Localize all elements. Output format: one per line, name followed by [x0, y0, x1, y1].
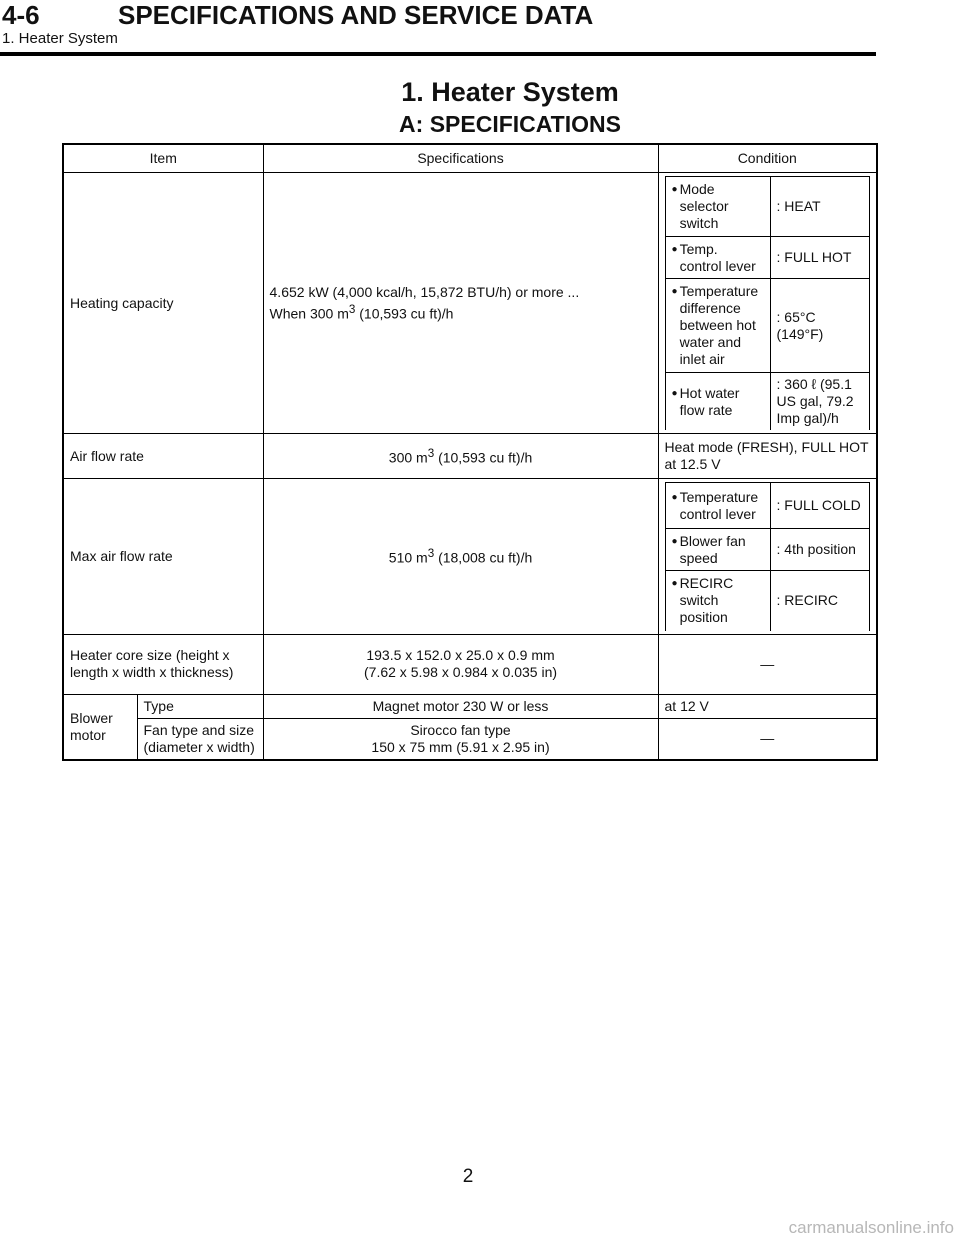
header-item: Item	[63, 144, 263, 173]
specifications-table	[62, 143, 878, 761]
condition-fan-type: —	[658, 718, 877, 760]
spec-fan-type	[263, 718, 658, 760]
condition-heater-core-size: —	[658, 634, 877, 694]
condition-label: Temperature control lever	[679, 488, 759, 522]
condition-label: Mode selector switch	[679, 181, 729, 231]
bullet-icon: ●	[671, 491, 678, 503]
item-air-flow-rate: Air flow rate	[63, 434, 263, 479]
condition-value: : HEAT	[770, 177, 870, 237]
header-rule	[0, 52, 876, 56]
spec-fan-line1: Sirocco fan type	[410, 721, 511, 738]
table-row-heater-core-size	[63, 634, 877, 694]
table-row-fan-type	[63, 718, 877, 760]
condition-row	[665, 279, 870, 373]
condition-blower-type: at 12 V	[658, 694, 877, 718]
condition-row	[665, 483, 870, 529]
header-specifications: Specifications	[263, 144, 658, 173]
condition-row	[665, 373, 870, 431]
header-title: SPECIFICATIONS AND SERVICE DATA	[118, 0, 594, 30]
spec-blower-type: Magnet motor 230 W or less	[263, 694, 658, 718]
bullet-icon: ●	[671, 286, 678, 297]
condition-row	[665, 237, 870, 279]
condition-list	[665, 176, 871, 430]
condition-air-flow-rate: Heat mode (FRESH), FULL HOT at 12.5 V	[658, 434, 877, 479]
spec-max-air-flow-value: 510 m	[388, 550, 428, 567]
table-row-heating-capacity	[63, 173, 877, 434]
condition-row	[665, 177, 870, 237]
condition-label: RECIRC switch position	[679, 575, 734, 626]
subitem-type: Type	[137, 694, 263, 718]
spec-air-flow-value: 300 m	[388, 449, 428, 466]
condition-value: : FULL HOT	[770, 237, 870, 279]
spec-max-air-flow-unit: (18,008 cu ft)/h	[434, 550, 533, 567]
table-row-air-flow-rate	[63, 434, 877, 479]
superscript: 3	[348, 302, 356, 316]
header-subtitle: 1. Heater System	[2, 30, 118, 47]
watermark: carmanualsonline.info	[788, 1218, 954, 1237]
bullet-icon: ●	[671, 578, 678, 590]
condition-value: : 65°C (149°F)	[770, 279, 870, 373]
bullet-icon: ●	[671, 387, 678, 399]
table-row-max-air-flow-rate	[63, 479, 877, 635]
spec-air-flow-unit: (10,593 cu ft)/h	[434, 449, 533, 466]
condition-value: : 4th position	[770, 529, 870, 571]
spec-air-flow-rate	[263, 434, 658, 479]
spec-heating-line2	[270, 301, 652, 323]
spec-core-line2: (7.62 x 5.98 x 0.984 x 0.035 in)	[364, 664, 558, 680]
condition-value: : RECIRC	[770, 571, 870, 631]
bullet-icon: ●	[671, 535, 678, 547]
item-heating-capacity: Heating capacity	[63, 173, 263, 434]
condition-row	[665, 529, 870, 571]
bullet-icon: ●	[671, 243, 678, 255]
spec-heating-volume: When 300 m	[269, 305, 349, 322]
page-number: 2	[462, 1166, 474, 1187]
page-subtitle: A: SPECIFICATIONS	[399, 111, 621, 137]
condition-heating-capacity	[658, 173, 877, 434]
spec-fan-line2: 150 x 75 mm (5.91 x 2.95 in)	[371, 738, 550, 755]
spec-heating-line1: 4.652 kW (4,000 kcal/h, 15,872 BTU/h) or more ...	[269, 283, 580, 300]
table-row-blower-type	[63, 694, 877, 718]
condition-value: : FULL COLD	[770, 483, 870, 529]
condition-label: Blower fan speed	[679, 532, 746, 566]
item-max-air-flow-rate: Max air flow rate	[63, 479, 263, 635]
condition-list	[665, 482, 871, 631]
condition-label: Temp. control lever	[679, 240, 756, 274]
subitem-fan-type-size: Fan type and size (diameter x width)	[137, 718, 263, 760]
condition-label: Hot water flow rate	[679, 384, 740, 418]
spec-max-air-flow-rate	[263, 479, 658, 635]
condition-label: Temperature difference between hot water and inlet air	[679, 283, 759, 367]
condition-row	[665, 571, 870, 631]
spec-heating-volume-unit: (10,593 cu ft)/h	[355, 305, 454, 322]
bullet-icon: ●	[671, 184, 678, 195]
header-condition: Condition	[658, 144, 877, 173]
item-blower-motor: Blower motor	[63, 694, 137, 760]
condition-max-air-flow-rate	[658, 479, 877, 635]
spec-core-line1: 193.5 x 152.0 x 25.0 x 0.9 mm	[366, 647, 555, 663]
superscript: 3	[427, 447, 435, 461]
spec-heating-capacity	[263, 173, 658, 434]
superscript: 3	[427, 547, 435, 561]
item-heater-core-size: Heater core size (height x length x width x thickness)	[63, 634, 263, 694]
condition-value: : 360 ℓ (95.1 US gal, 79.2 Imp gal)/h	[770, 373, 870, 431]
spec-heater-core-size	[263, 634, 658, 694]
page-title: 1. Heater System	[401, 77, 619, 107]
table-header-row	[63, 144, 877, 173]
section-number: 4-6	[2, 0, 40, 30]
